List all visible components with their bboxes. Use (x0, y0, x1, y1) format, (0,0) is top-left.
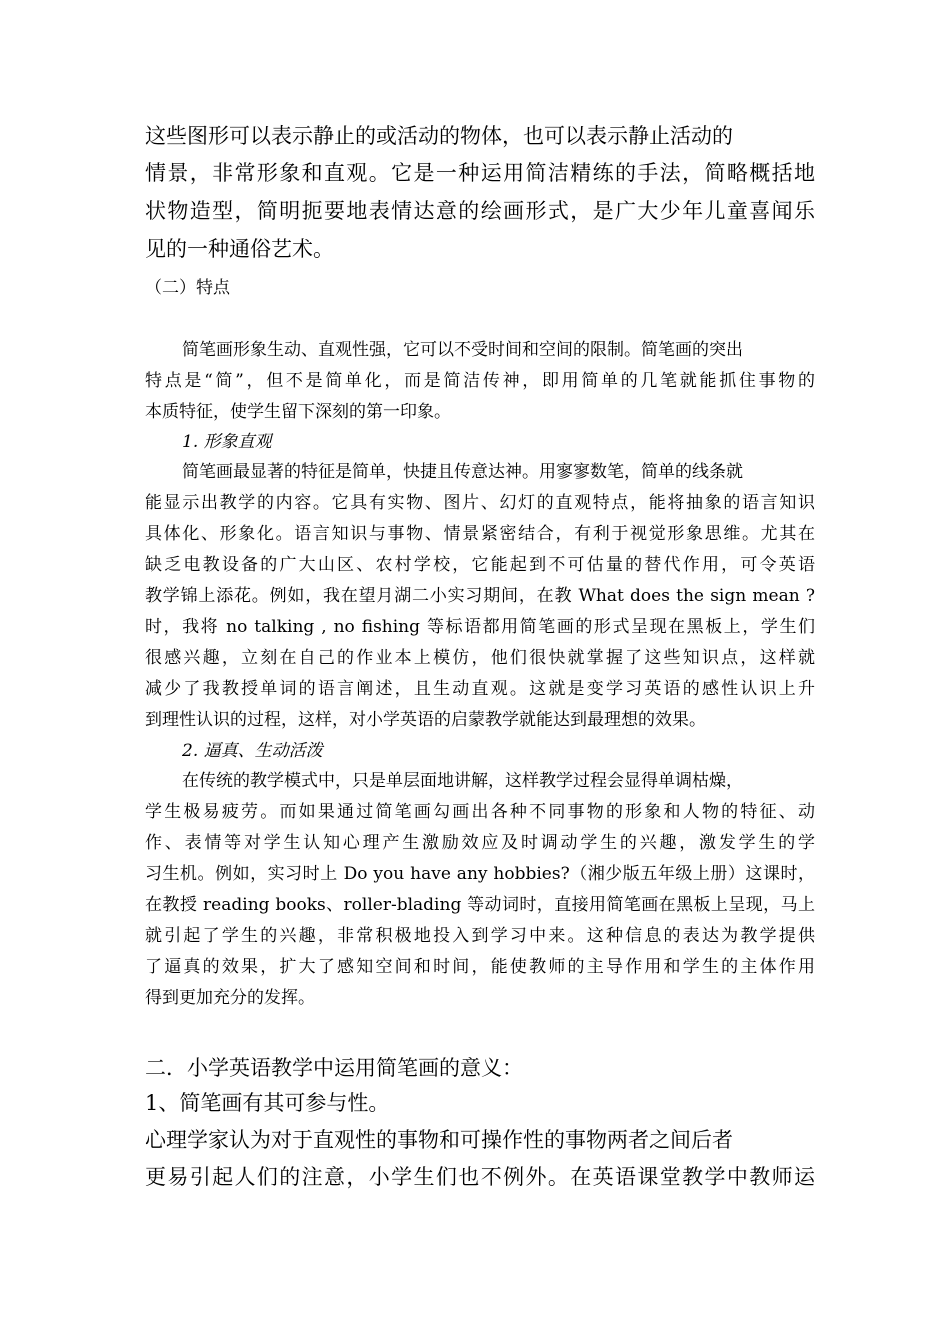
point1-line-2: 能显示出教学的内容。它具有实物、图片、幻灯的直观特点，能将抽象的语言知识 (145, 493, 815, 513)
point2-line-5: 在教授 reading books、roller-blading 等动词时，直接用简笔画在黑板上呈现，马上 (145, 895, 815, 915)
point1-line-3: 具体化、形象化。语言知识与事物、情景紧密结合，有利于视觉形象思维。尤其在 (145, 524, 815, 544)
point1-line-6: 时，我将 no talking , no fishing 等标语都用简笔画的形式呈现在黑板上，学生们 (145, 617, 815, 637)
features-line-3: 本质特征，使学生留下深刻的第一印象。 (145, 402, 451, 422)
features-line-1: 简笔画形象生动、直观性强，它可以不受时间和空间的限制。简笔画的突出 (182, 340, 743, 360)
point1-line-4: 缺乏电教设备的广大山区、农村学校，它能起到不可估量的替代作用，可令英语 (145, 555, 815, 575)
point2-line-4: 习生机。例如，实习时上 Do you have any hobbies?（湘少版五年级上册）这课时， (145, 864, 815, 884)
intro-line-4: 见的一种通俗艺术。 (145, 237, 334, 261)
point1-line-5: 教学锦上添花。例如，我在望月湖二小实习期间，在教 What does the sign mean ? (145, 586, 815, 606)
point1-line-7: 很感兴趣，立刻在自己的作业本上模仿，他们很快就掌握了这些知识点，这样就 (145, 648, 815, 668)
point2-line-6: 就引起了学生的兴趣，非常积极地投入到学习中来。这种信息的表达为教学提供 (145, 926, 815, 946)
intro-line-2: 情景，非常形象和直观。它是一种运用简洁精练的手法，简略概括地 (145, 161, 815, 185)
part-two-sub1: 1、简笔画有其可参与性。 (145, 1091, 390, 1115)
intro-line-3: 状物造型，简明扼要地表情达意的绘画形式，是广大少年儿童喜闻乐 (145, 199, 815, 223)
section-heading-features: （二）特点 (145, 278, 230, 298)
point2-line-2: 学生极易疲劳。而如果通过简笔画勾画出各种不同事物的形象和人物的特征、动 (145, 802, 815, 822)
point2-line-7: 了逼真的效果，扩大了感知空间和时间，能使教师的主导作用和学生的主体作用 (145, 957, 815, 977)
point1-line-8: 减少了我教授单词的语言阐述，且生动直观。这就是变学习英语的感性认识上升 (145, 679, 815, 699)
point1-line-9: 到理性认识的过程，这样，对小学英语的启蒙教学就能达到最理想的效果。 (145, 710, 706, 730)
features-line-2: 特点是“简”，但不是简单化，而是简洁传神，即用简单的几笔就能抓住事物的 (145, 371, 815, 391)
point2-title: 2. 逼真、生动活泼 (182, 741, 323, 761)
intro-line-1: 这些图形可以表示静止的或活动的物体，也可以表示静止活动的 (145, 124, 733, 148)
point2-line-8: 得到更加充分的发挥。 (145, 988, 315, 1008)
part-two-line-1: 心理学家认为对于直观性的事物和可操作性的事物两者之间后者 (145, 1128, 733, 1152)
point1-line-1: 简笔画最显著的特征是简单，快捷且传意达神。用寥寥数笔，简单的线条就 (182, 462, 743, 482)
point2-line-3: 作、表情等对学生认知心理产生激励效应及时调动学生的兴趣，激发学生的学 (145, 833, 815, 853)
part-two-line-2: 更易引起人们的注意，小学生们也不例外。在英语课堂教学中教师运 (145, 1165, 815, 1189)
part-two-heading: 二．小学英语教学中运用简笔画的意义： (145, 1056, 523, 1080)
point2-line-1: 在传统的教学模式中，只是单层面地讲解，这样教学过程会显得单调枯燥， (182, 771, 743, 791)
point1-title: 1. 形象直观 (182, 432, 272, 452)
